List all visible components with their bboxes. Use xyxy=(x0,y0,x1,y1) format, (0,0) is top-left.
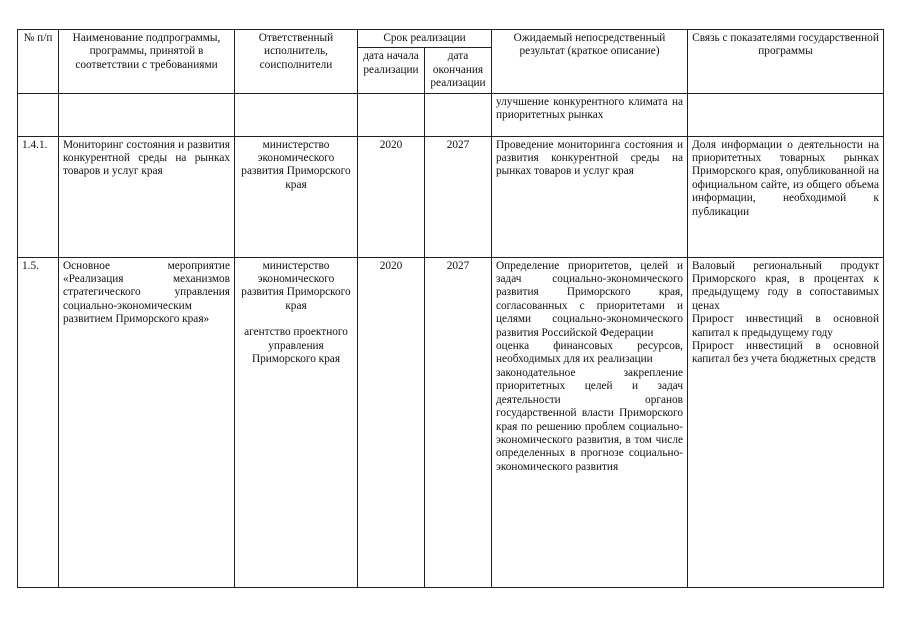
link-part-3: Прирост инвестиций в основной капитал без учета бюджетных средств xyxy=(692,340,880,366)
row-start-date: 2020 xyxy=(358,136,425,257)
executor-primary: министерство экономического развития Приморского края xyxy=(241,259,351,312)
row-name: Основное мероприятие «Реализация механизмов стратегического управления социально-экономическим развитием Приморского края» xyxy=(59,257,235,587)
table-row xyxy=(18,136,884,257)
executor-secondary: агентство проектного управления Приморского края xyxy=(244,326,348,366)
row-link: Доля информации о деятельности на приоритетных товарных рынках Приморского края, опубликованной на официальном сайте, из общего объема информации, необходимой к публикации xyxy=(688,136,884,257)
table-row xyxy=(18,257,884,587)
row-number: 1.4.1. xyxy=(18,136,59,257)
row-end-date: 2027 xyxy=(425,257,492,587)
link-part-1: Валовый региональный продукт Приморского края, в процентах к предыдущему году в сопоставимых ценах xyxy=(692,259,880,312)
row-executor: министерство экономического развития Приморского края xyxy=(235,136,358,257)
header-executor: Ответственный исполнитель, соисполнители xyxy=(235,30,358,94)
link-part-2: Прирост инвестиций в основной капитал к предыдущему году xyxy=(692,313,880,339)
header-number: № п/п xyxy=(18,30,59,94)
header-period: Срок реализации xyxy=(358,30,492,48)
result-part-1: Определение приоритетов, целей и задач социально-экономического развития Приморского края, согласованных с приоритетами и целями социально-экономического развития Российской Федерации xyxy=(496,259,684,339)
header-name: Наименование подпрограммы, программы, принятой в соответствии с требованиями xyxy=(59,30,235,94)
program-activities-table xyxy=(17,29,884,588)
row-result xyxy=(492,257,688,587)
row-end-date: 2027 xyxy=(425,136,492,257)
row-executor xyxy=(235,257,358,587)
carry-result: улучшение конкурентного климата на приоритетных рынках xyxy=(492,93,688,136)
row-link xyxy=(688,257,884,587)
header-end-date: дата окончания реализации xyxy=(425,48,492,93)
table-row xyxy=(18,93,884,136)
row-result: Проведение мониторинга состояния и развития конкурентной среды на рынках товаров и услуг края xyxy=(492,136,688,257)
header-result: Ожидаемый непосредственный результат (краткое описание) xyxy=(492,30,688,94)
header-start-date: дата начала реализации xyxy=(358,48,425,93)
row-start-date: 2020 xyxy=(358,257,425,587)
result-part-2: оценка финансовых ресурсов, необходимых для их реализации xyxy=(496,340,684,366)
row-number: 1.5. xyxy=(18,257,59,587)
header-link: Связь с показателями государственной программы xyxy=(688,30,884,94)
table-header-row xyxy=(18,30,884,48)
result-part-3: законодательное закрепление приоритетных целей и задач деятельности органов государственной власти Приморского края по решению проблем социально-экономического развития, в том числе определенных в прогнозе социально-экономического развития xyxy=(496,366,684,473)
row-name: Мониторинг состояния и развития конкурентной среды на рынках товаров и услуг края xyxy=(59,136,235,257)
